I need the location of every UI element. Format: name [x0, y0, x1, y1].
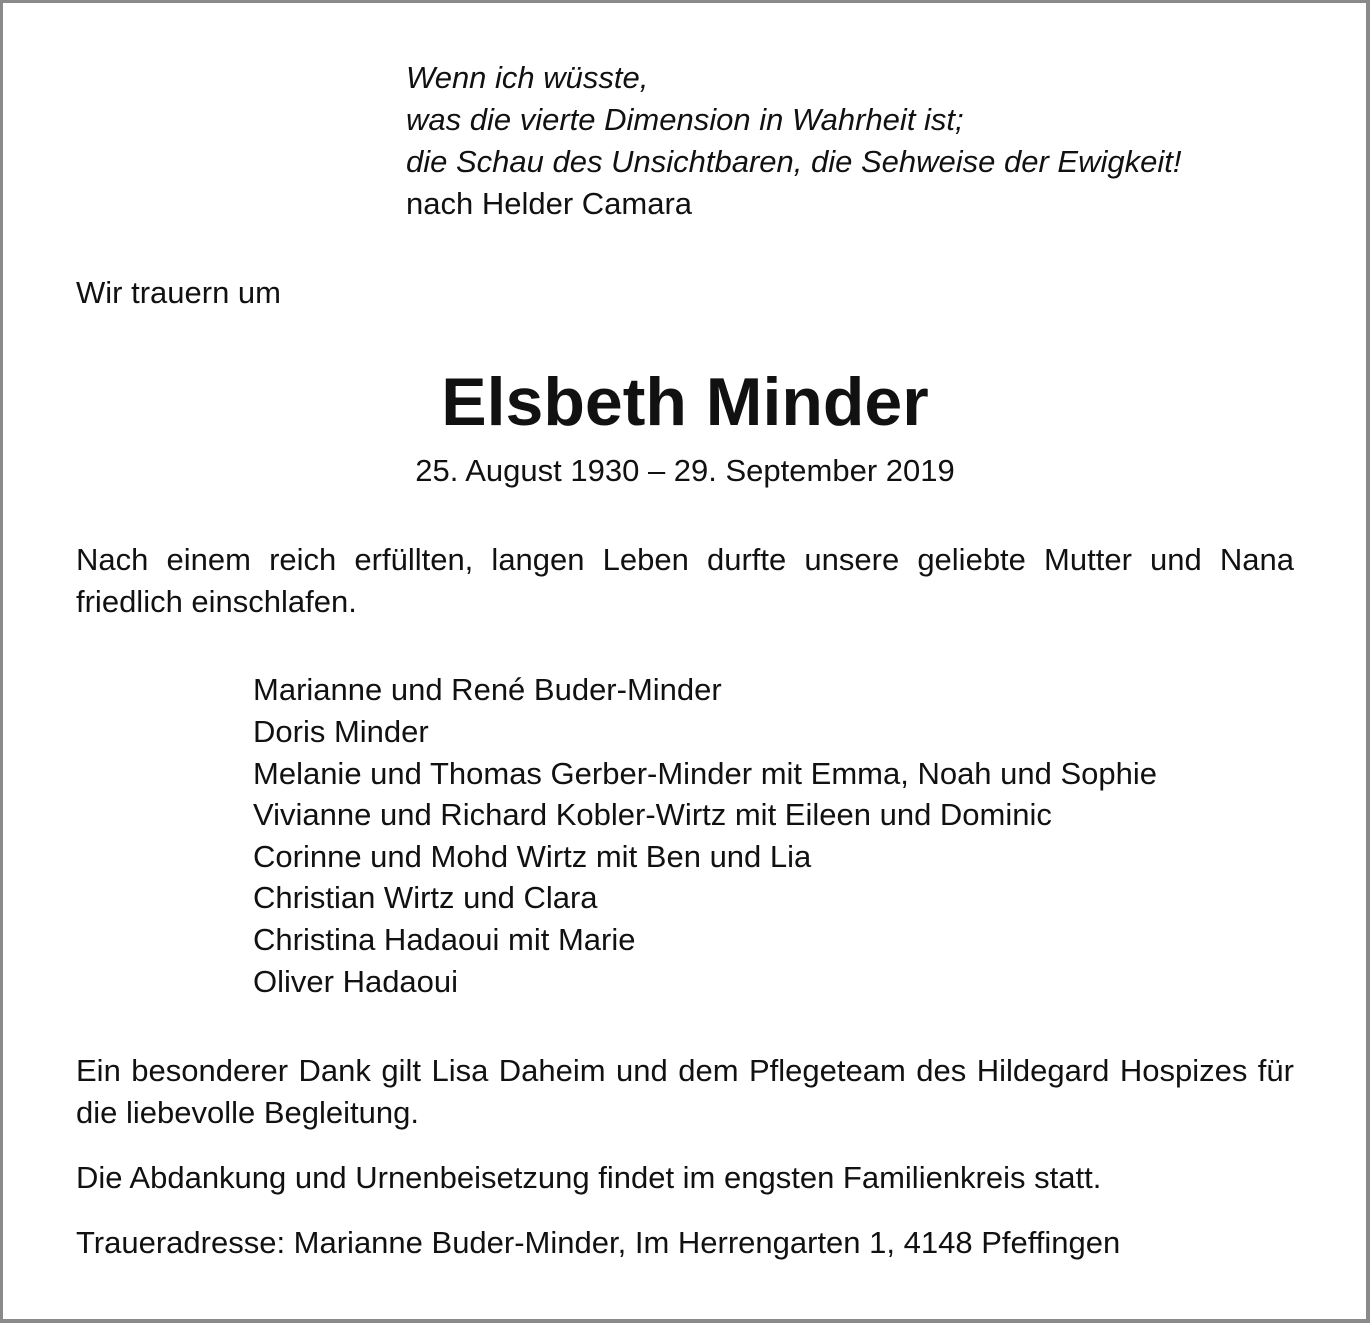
mourner-entry: Christian Wirtz und Clara [253, 880, 598, 915]
intro-text: Wir trauern um [76, 275, 281, 310]
message-paragraph: Nach einem reich erfüllten, langen Leben durfte unsere geliebte Mutter und Nana friedlich einschlafen. [76, 542, 1294, 619]
mourner-entry: Vivianne und Richard Kobler-Wirtz mit Eileen und Dominic [253, 797, 1052, 832]
mourner-entry: Doris Minder [253, 714, 429, 749]
mourner-entry: Marianne und René Buder-Minder [253, 672, 722, 707]
ceremony-note: Die Abdankung und Urnenbeisetzung findet im engsten Familienkreis statt. [76, 1160, 1102, 1195]
mourning-address: Traueradresse: Marianne Buder-Minder, Im Herrengarten 1, 4148 Pfeffingen [76, 1225, 1121, 1260]
mourner-entry: Corinne und Mohd Wirtz mit Ben und Lia [253, 839, 812, 874]
quote-line: was die vierte Dimension in Wahrheit ist; [406, 102, 964, 137]
quote-line: Wenn ich wüsste, [406, 60, 649, 95]
mourner-entry: Christina Hadaoui mit Marie [253, 922, 636, 957]
life-dates: 25. August 1930 – 29. September 2019 [415, 453, 955, 488]
thanks-paragraph: Ein besonderer Dank gilt Lisa Daheim und dem Pflegeteam des Hildegard Hospizes für die liebevolle Begleitung. [76, 1053, 1294, 1130]
deceased-name: Elsbeth Minder [441, 364, 929, 440]
quote-line: die Schau des Unsichtbaren, die Sehweise der Ewigkeit! [406, 144, 1182, 179]
quote-attribution: nach Helder Camara [406, 186, 693, 221]
mourner-entry: Oliver Hadaoui [253, 964, 459, 999]
mourner-entry: Melanie und Thomas Gerber-Minder mit Emma, Noah und Sophie [253, 756, 1158, 791]
